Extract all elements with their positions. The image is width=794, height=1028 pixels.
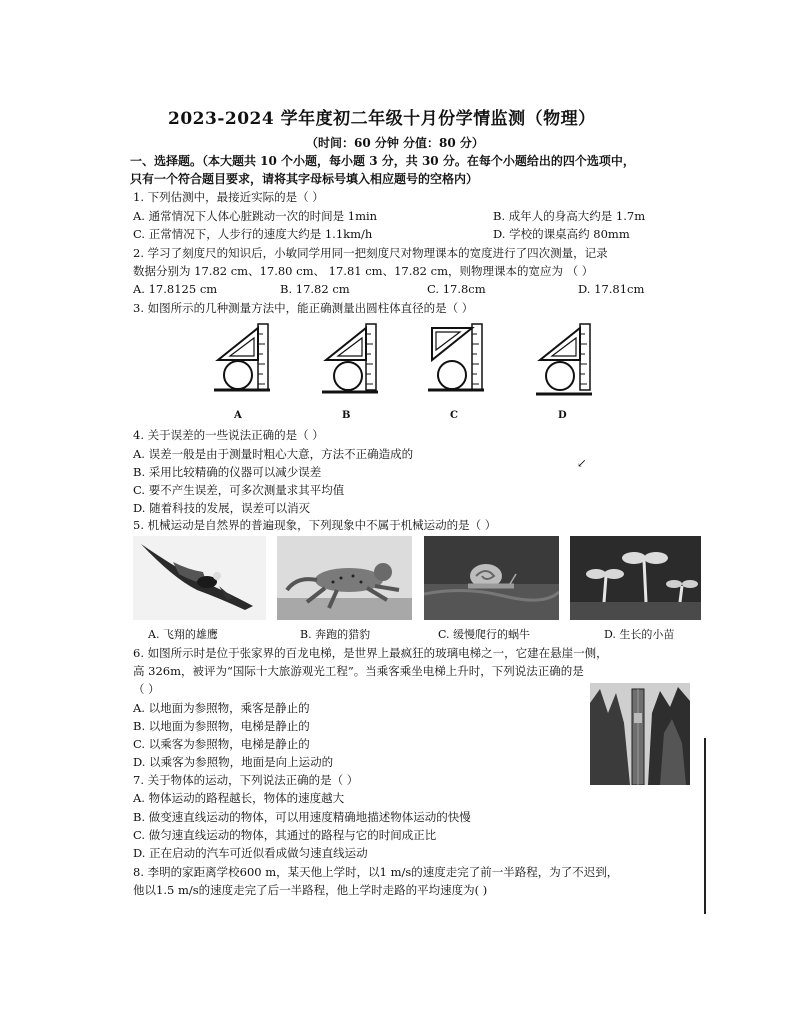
- q6-option-d: D. 以乘客为参照物，地面是向上运动的: [133, 755, 334, 769]
- q6-option-a: A. 以地面为参照物，乘客是静止的: [133, 701, 310, 715]
- measure-figure-c: [424, 320, 488, 408]
- elevator-photo: [590, 683, 690, 785]
- q8-stem-line1: 8. 李明的家距离学校600 m，某天他上学时，以1 m/s的速度走完了前一半路程，为了不迟到，: [133, 865, 619, 879]
- figure-label-b: B: [342, 410, 351, 421]
- caption-c: C. 缓慢爬行的蜗牛: [438, 628, 531, 641]
- section-heading-line1: 一、选择题。（本大题共 10 个小题，每小题 3 分，共 30 分。在每个小题给出的四个选项中，: [130, 154, 635, 168]
- q2-stem-line2: 数据分别为 17.82 cm、17.80 cm、 17.81 cm、17.82 cm，则物理课本的宽应为 （ ）: [133, 264, 594, 278]
- section-heading-line2: 只有一个符合题目要求，请将其字母标号填入相应题号的空格内）: [130, 172, 479, 186]
- measure-figure-d: [532, 320, 596, 408]
- q6-option-c: C. 以乘客为参照物，电梯是静止的: [133, 737, 310, 751]
- q4-option-a: A. 误差一般是由于测量时粗心大意，方法不正确造成的: [133, 447, 414, 461]
- q6-stem-line1: 6. 如图所示时是位于张家界的百龙电梯，是世界上最疯狂的玻璃电梯之一，它建在悬崖一侧，: [133, 646, 608, 660]
- caption-a: A. 飞翔的雄鹰: [148, 628, 218, 641]
- q4-option-d: D. 随着科技的发展，误差可以消灭: [133, 501, 311, 515]
- q2-option-a: A. 17.8125 cm: [133, 282, 218, 296]
- q1-option-d: D. 学校的课桌高约 80mm: [493, 227, 630, 241]
- caption-b: B. 奔跑的猎豹: [300, 628, 371, 641]
- figure-label-d: D: [558, 410, 567, 421]
- q2-stem-line1: 2. 学习了刻度尺的知识后，小敏同学用同一把刻度尺对物理课本的宽度进行了四次测量，记录: [133, 246, 608, 260]
- q4-option-c: C. 要不产生误差，可多次测量求其平均值: [133, 483, 345, 497]
- q4-option-b: B. 采用比较精确的仪器可以减少误差: [133, 465, 322, 479]
- q1-option-b: B. 成年人的身高大约是 1.7m: [493, 209, 646, 223]
- measure-figure-b: [318, 320, 382, 408]
- measure-figure-a: [210, 320, 274, 408]
- q7-option-a: A. 物体运动的路程越长，物体的速度越大: [133, 791, 345, 805]
- eagle-photo: [133, 536, 266, 620]
- q7-stem: 7. 关于物体的运动，下列说法正确的是（ ）: [133, 773, 359, 787]
- exam-title: 2023-2024 学年度初二年级十月份学情监测（物理）: [168, 109, 596, 129]
- q1-stem: 1. 下列估测中，最接近实际的是（ ）: [133, 190, 324, 204]
- q2-option-b: B. 17.82 cm: [280, 282, 350, 296]
- caption-d: D. 生长的小苗: [604, 628, 675, 641]
- cheetah-photo: [277, 536, 412, 620]
- snail-photo: [424, 536, 559, 620]
- q6-stem-line2: 高 326m，被评为“国际十大旅游观光工程”。当乘客乘坐电梯上升时，下列说法正确的是: [133, 664, 584, 678]
- figure-label-a: A: [234, 410, 242, 421]
- q7-option-b: B. 做变速直线运动的物体，可以用速度精确地描述物体运动的快慢: [133, 810, 471, 824]
- figure-label-c: C: [450, 410, 458, 421]
- q2-option-c: C. 17.8cm: [427, 282, 486, 296]
- q4-stem: 4. 关于误差的一些说法正确的是（ ）: [133, 428, 324, 442]
- q2-option-d: D. 17.81cm: [578, 282, 645, 296]
- q1-option-c: C. 正常情况下，人步行的速度大约是 1.1km/h: [133, 227, 373, 241]
- q8-stem-line2: 他以1.5 m/s的速度走完了后一半路程，他上学时走路的平均速度为( ): [133, 883, 488, 897]
- exam-subtitle: （时间：60 分钟 分值：80 分）: [306, 136, 484, 150]
- scan-edge-line: [704, 738, 706, 914]
- seedling-photo: [570, 536, 701, 620]
- q6-option-b: B. 以地面为参照物，电梯是静止的: [133, 719, 310, 733]
- q7-option-d: D. 正在启动的汽车可近似看成做匀速直线运动: [133, 846, 368, 860]
- q7-option-c: C. 做匀速直线运动的物体，其通过的路程与它的时间成正比: [133, 828, 437, 842]
- q3-stem: 3. 如图所示的几种测量方法中，能正确测量出圆柱体直径的是（ ）: [133, 301, 474, 315]
- q6-stem-line3: （ ）: [133, 682, 160, 696]
- pen-mark: ↙: [577, 456, 587, 470]
- q5-stem: 5. 机械运动是自然界的普遍现象，下列现象中不属于机械运动的是（ ）: [133, 518, 497, 532]
- q1-option-a: A. 通常情况下人体心脏跳动一次的时间是 1min: [133, 209, 378, 223]
